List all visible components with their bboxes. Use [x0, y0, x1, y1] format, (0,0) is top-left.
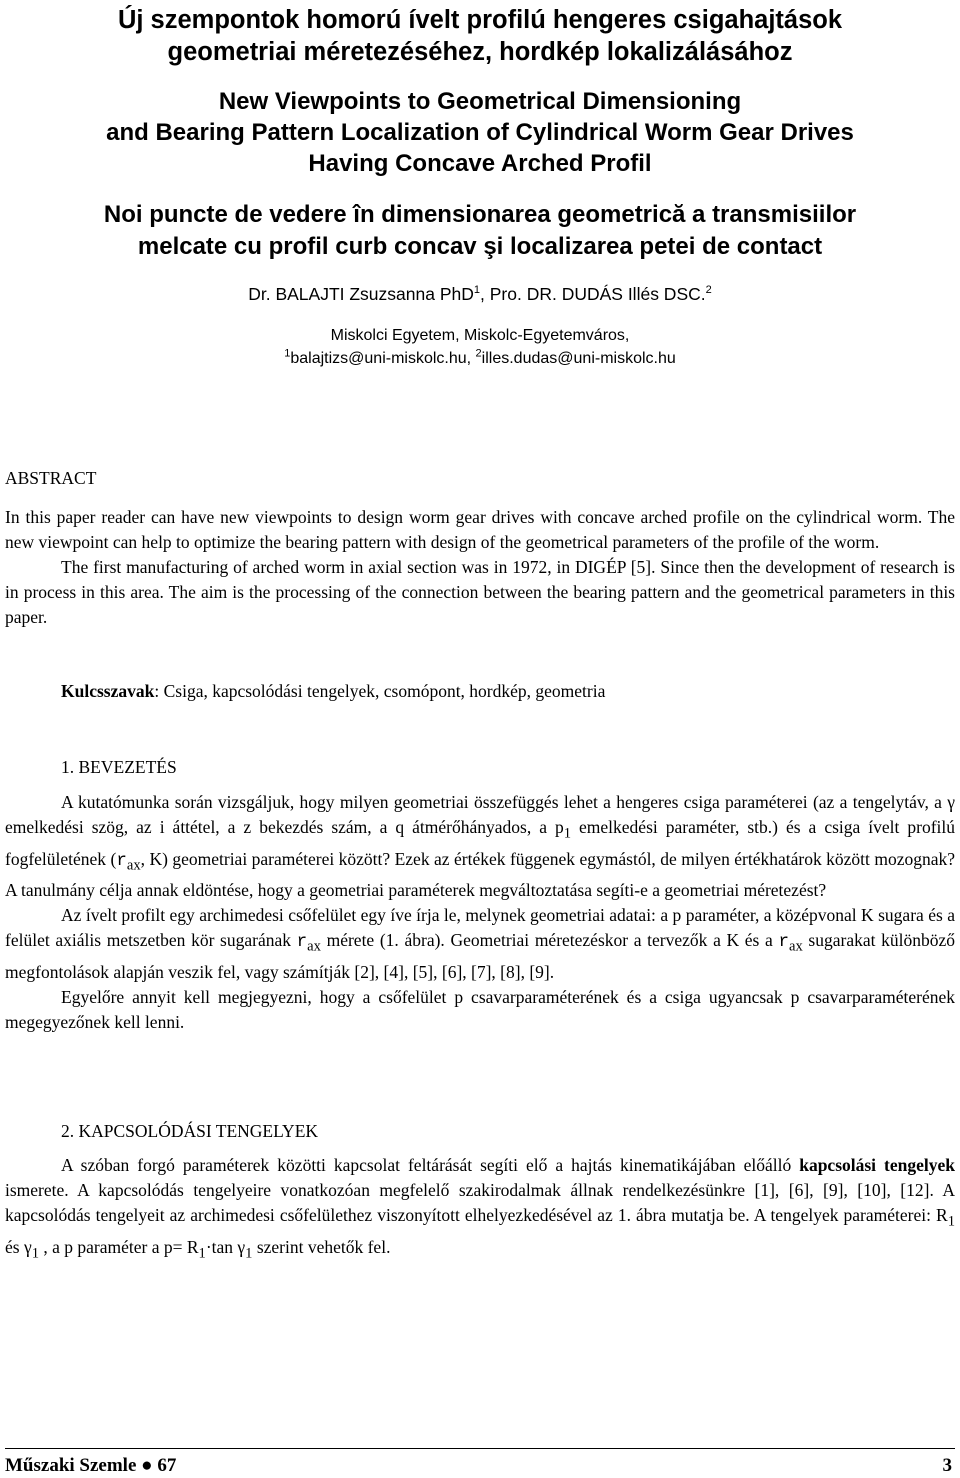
footer-page-number: 3: [942, 1455, 952, 1476]
title-english: [0, 86, 960, 179]
author-1: Dr. BALAJTI Zsuzsanna PhD: [248, 284, 474, 304]
s2p1-sub-1: 1: [947, 1213, 955, 1230]
section-1-paragraph-1: [5, 790, 955, 903]
title-romanian: [0, 199, 960, 263]
section-1-heading: 1. BEVEZETÉS: [61, 757, 177, 777]
title-en-line-3: Having Concave Arched Profil: [308, 150, 652, 177]
author-2-sup: 2: [705, 284, 712, 297]
s1p2-r-symbol-1: r: [296, 932, 308, 952]
s1p1-r-symbol: r: [116, 850, 127, 871]
section-1-paragraph-2: [5, 903, 955, 985]
s2p1-text-a: A szóban forgó paraméterek közötti kapcsolat feltárását segíti elő a hajtás kinematikájában előálló: [61, 1155, 800, 1175]
s2p1-sub-4: 1: [245, 1245, 253, 1261]
s1p2-r-symbol-2: r: [778, 932, 789, 952]
email-1[interactable]: balajtizs@uni-miskolc.hu,: [290, 350, 476, 367]
keywords: [61, 679, 605, 704]
s1p1-text-b: emelkedési paraméter, stb.) és a csiga ívelt profilú fogfelületének (: [5, 817, 956, 869]
s2p1-text-b: ismerete. A kapcsolódás tengelyeire vonatkozóan megfelelő szakirodalmak állnak rendelkezésünkre [1], [6], [9], [10], [12]. A kapcsolódás tengelyeit az archimedesi csőfelülethez viszonyított elhelyezkedésével az 1. ábra mutatja be. A tengelyek paraméterei: R: [5, 1180, 955, 1225]
author-2: , Pro. DR. DUDÁS Illés DSC.: [480, 284, 706, 304]
keywords-label: Kulcsszavak: [61, 681, 155, 701]
s1p2-sub-ax-2: ax: [788, 938, 803, 955]
s1p1-text-a: A kutatómunka során vizsgáljuk, hogy milyen geometriai összefüggés lehet a hengeres csiga paraméterei (az a tengelytáv, a γ emelkedési szög, az i áttétel, a z bekezdés szám, a q átmérőhányados, a p: [5, 792, 955, 837]
authors: [0, 282, 960, 306]
email-2[interactable]: illes.dudas@uni-miskolc.hu: [481, 350, 676, 367]
s1p2-text-b: mérete (1. ábra). Geometriai méretezéskor a tervezők a K és a: [320, 930, 779, 950]
s2p1-sub-3: 1: [198, 1245, 206, 1261]
footer-rule: [5, 1448, 955, 1449]
abstract-body: [5, 505, 955, 630]
section-2-paragraph-1: [5, 1153, 955, 1266]
keywords-text: : Csiga, kapcsolódási tengelyek, csomópont, hordkép, geometria: [154, 681, 606, 701]
abstract-paragraph-1: In this paper reader can have new viewpoints to design worm gear drives with concave arched profile on the cylindrical worm. The new viewpoint can help to optimize the bearing pattern with design of the geometrical parameters of the profile of the worm.: [5, 507, 955, 552]
section-1-paragraph-3: Egyelőre annyit kell megjegyezni, hogy a csőfelület p csavarparaméterének és a csiga ugyancsak p csavarparaméterének megegyezőnek kell lenni.: [5, 986, 955, 1032]
affiliation: [0, 324, 960, 370]
title-ro-line-2: melcate cu profil curb concav şi localizarea petei de contact: [137, 233, 823, 260]
section-1-body: [5, 790, 955, 1035]
title-hu-line-1: Új szempontok homorú ívelt profilú hengeres csigahajtások: [117, 6, 843, 34]
affiliation-line: Miskolci Egyetem, Miskolc-Egyetemváros,: [330, 327, 630, 344]
title-en-line-1: New Viewpoints to Geometrical Dimensioning: [218, 88, 742, 115]
abstract-heading: ABSTRACT: [5, 468, 97, 488]
s2p1-bold-term: kapcsolási tengelyek: [799, 1155, 955, 1175]
s2p1-text-e: ·tan γ: [205, 1236, 246, 1257]
s1p1-sub-1: 1: [563, 825, 572, 842]
s2p1-sub-2: 1: [31, 1245, 39, 1261]
title-hungarian: [0, 4, 960, 68]
footer-journal: Műszaki Szemle ● 67: [5, 1455, 177, 1476]
section-2-heading: 2. KAPCSOLÓDÁSI TENGELYEK: [61, 1121, 319, 1141]
emails-line: [0, 347, 960, 370]
abstract-paragraph-2: The first manufacturing of arched worm in axial section was in 1972, in DIGÉP [5]. Since then the development of research is in process in this area. The aim is the processing of the connection between the bearing pattern and the geometrical parameters in this paper.: [5, 557, 955, 627]
s1p2-text-a: Az ívelt profilt egy archimedesi csőfelület egy íve írja le, melynek geometriai adatai: a p paraméter, a középvonal K sugara és a felület axiális metszetben kör sugarának: [5, 905, 955, 950]
author-1-sup: 1: [473, 284, 481, 297]
s1p1-text-c: , K) geometriai paraméterei között? Ezek az értékek függenek egymástól, de milyen értékhatárok között mozognak? A tanulmány célja annak eldöntése, hogy a geometriai paraméterek megváltoztatása segíti-e a geometriai méretezést?: [5, 848, 956, 900]
title-ro-line-1: Noi puncte de vedere în dimensionarea geometrică a transmisiilor: [103, 201, 857, 228]
s1p1-sub-ax: ax: [126, 857, 141, 873]
s2p1-text-d: , a p paraméter a p= R: [38, 1236, 199, 1257]
s2p1-text-f: szerint vehetők fel.: [252, 1236, 391, 1257]
s1p2-sub-ax-1: ax: [307, 938, 321, 955]
email-2-sup: 2: [475, 347, 482, 360]
title-hu-line-2: geometriai méretezéséhez, hordkép lokalizálásához: [167, 38, 793, 66]
title-en-line-2: and Bearing Pattern Localization of Cylindrical Worm Gear Drives: [106, 119, 854, 146]
section-2-body: [5, 1153, 955, 1266]
email-1-sup: 1: [284, 347, 291, 360]
s1p2-text-c: sugarakat különböző megfontolások alapján veszik fel, vagy számítják [2], [4], [5], [6], [7], [8], [9].: [5, 930, 955, 982]
s2p1-text-c: és γ: [5, 1236, 32, 1257]
